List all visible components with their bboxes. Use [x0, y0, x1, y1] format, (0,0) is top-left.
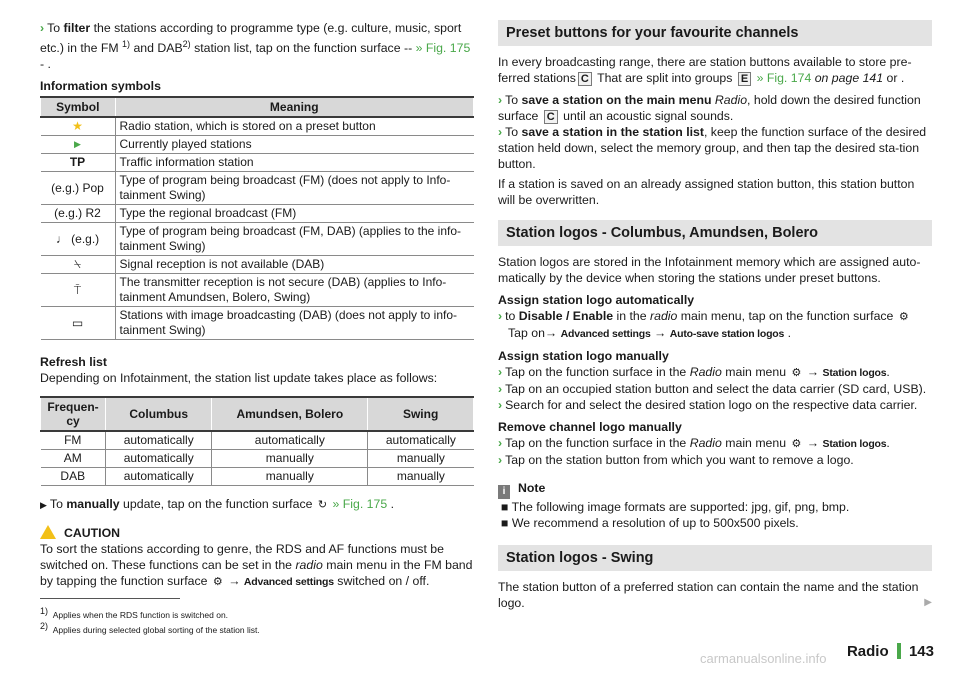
overwrite-text: If a station is saved on an already assigned station button, this station button will be overwritten.: [498, 177, 915, 207]
table-row: ⍑ The transmitter reception is not secure (DAB) (applies to Info-tainment Amundsen, Bolero, Swing): [41, 274, 474, 307]
table-row: FM automatically automatically automatically: [41, 431, 474, 450]
bullet-arrow-icon: ›: [498, 398, 503, 412]
button-c-label: C: [578, 72, 592, 86]
page-number: 143: [908, 643, 934, 660]
page-footer: [847, 643, 934, 660]
symbol-table: [40, 96, 474, 340]
preset-heading: Preset buttons for your favourite channels: [498, 20, 932, 46]
bullet-arrow-icon: ›: [40, 21, 45, 35]
weak-signal-icon: ⍑: [41, 274, 116, 307]
auto-logo-step: › to Disable / Enable in the radio main menu, tap on the function surface ⚙: [498, 309, 909, 323]
bullet-triangle-icon: ▶: [40, 500, 47, 511]
regional-icon: (e.g.) R2: [41, 205, 116, 223]
settings-icon: ⚙: [898, 311, 909, 323]
preset-paragraph: In every broadcasting range, there are station buttons available to store pre-ferred stations C That are split into groups E » Fig. 174 on page 141 or .: [498, 55, 912, 85]
no-signal-icon: ⍀: [41, 256, 116, 274]
settings-icon: ⚙: [212, 576, 223, 589]
manual-logo-title: Assign station logo manually: [498, 349, 669, 363]
left-column: [40, 20, 474, 590]
logos-paragraph: Station logos are stored in the Infotainment memory which are assigned auto-matically by the device when storing the stations under preset buttons.: [498, 255, 921, 285]
bullet-arrow-icon: ›: [498, 436, 503, 450]
symbol-header: Symbol: [41, 97, 116, 117]
watermark: carmanualsonline.info: [700, 651, 827, 666]
remove-logo-title: Remove channel logo manually: [498, 420, 682, 434]
bullet-arrow-icon: ›: [498, 309, 503, 323]
caution-icon: [40, 525, 56, 539]
music-note-icon: ♩ (e.g.): [41, 223, 116, 256]
logos-heading: Station logos - Columbus, Amundsen, Bolero: [498, 220, 932, 246]
frequency-header: Frequen-cy: [41, 397, 106, 431]
refresh-icon: ↻: [317, 499, 328, 512]
footnotes: 1) Applies when the RDS function is switched on. 2) Applies during selected global sorting of the station list.: [40, 606, 260, 635]
table-row: ⍀ Signal reception is not available (DAB): [41, 256, 474, 274]
swing-heading: Station logos - Swing: [498, 545, 932, 571]
table-row: ▶ Currently played stations: [41, 136, 474, 154]
button-c-label: C: [544, 110, 558, 124]
table-row: ▭ Stations with image broadcasting (DAB) (does not apply to info-tainment Swing): [41, 307, 474, 340]
tp-icon: TP: [41, 154, 116, 172]
table-row: ♩ (e.g.) Type of program being broadcast (FM, DAB) (applies to the info-tainment Swing): [41, 223, 474, 256]
fig-175-link[interactable]: » Fig. 175: [332, 497, 388, 512]
save-main-instruction: › To save a station on the main menu Radio, hold down the desired function surface C until an acoustic signal sounds.: [498, 93, 921, 123]
bullet-arrow-icon: ›: [498, 125, 503, 139]
note-item-2: ■ We recommend a resolution of up to 500x500 pixels.: [501, 516, 799, 530]
continue-icon: ▶: [924, 597, 932, 608]
manual-update-instruction: ▶ To manually update, tap on the function surface ↻ » Fig. 175 .: [40, 497, 395, 512]
caution-title: CAUTION: [40, 525, 474, 541]
remove-logo-step-1: › Tap on the function surface in the Radio main menu ⚙ → Station logos.: [498, 436, 890, 450]
remove-logo-step-2: › Tap on the station button from which you want to remove a logo.: [498, 453, 854, 467]
footnote-divider: [40, 598, 180, 599]
info-icon: i: [498, 485, 510, 499]
info-symbols-title: Information symbols: [40, 79, 161, 94]
right-column: [498, 20, 932, 611]
refresh-list-title: Refresh list: [40, 355, 107, 370]
bullet-arrow-icon: ›: [498, 93, 503, 107]
swing-header: Swing: [368, 397, 474, 431]
filter-instruction: › To filter the stations according to programme type (e.g. culture, music, sport etc.) in the FM $^{1)}$ and DAB$^{2)}$ station list, tap on the function surface -- » Fig. 175 - .: [40, 21, 471, 72]
fig-175-link[interactable]: » Fig. 175: [415, 41, 471, 56]
amundsen-header: Amundsen, Bolero: [212, 397, 368, 431]
table-row: (e.g.) Pop Type of program being broadcast (FM) (does not apply to Info-tainment Swing): [41, 172, 474, 205]
play-icon: ▶: [41, 136, 116, 154]
fig-174-link[interactable]: » Fig. 174: [756, 71, 812, 85]
meaning-header: Meaning: [115, 97, 474, 117]
swing-paragraph: The station button of a preferred station can contain the name and the station logo. ▶: [498, 580, 932, 610]
table-row: TP Traffic information station: [41, 154, 474, 172]
button-e-label: E: [738, 72, 751, 86]
star-icon: ★: [41, 117, 116, 136]
image-broadcast-icon: ▭: [41, 307, 116, 340]
table-row: (e.g.) R2 Type the regional broadcast (FM): [41, 205, 474, 223]
table-row: ★ Radio station, which is stored on a preset button: [41, 117, 474, 136]
table-row: AM automatically manually manually: [41, 450, 474, 468]
manual-logo-step-3: › Search for and select the desired station logo on the respective data carrier.: [498, 398, 918, 412]
settings-icon: ⚙: [791, 367, 802, 379]
footer-accent-bar: [897, 643, 901, 659]
columbus-header: Columbus: [106, 397, 212, 431]
refresh-list-text: Depending on Infotainment, the station list update takes place as follows:: [40, 371, 438, 386]
auto-logo-title: Assign station logo automatically: [498, 293, 695, 307]
note-title: i Note: [498, 480, 932, 499]
bullet-arrow-icon: ›: [498, 453, 503, 467]
note-item-1: ■ The following image formats are supported: jpg, gif, png, bmp.: [501, 500, 850, 514]
settings-icon: ⚙: [791, 438, 802, 450]
manual-logo-step-1: › Tap on the function surface in the Radio main menu ⚙ → Station logos.: [498, 365, 890, 379]
caution-text: To sort the stations according to genre, the RDS and AF functions must be switched on. These functions can be set in the radio main menu in the FM band by tapping the function surface ⚙ → Advanced settings switched on / off.: [40, 542, 473, 589]
pop-icon: (e.g.) Pop: [41, 172, 116, 205]
section-name: Radio: [846, 643, 889, 660]
save-list-instruction: › To save a station in the station list, keep the function surface of the desired station held down, select the memory group, and then tap the desired sta-tion button.: [498, 125, 927, 171]
manual-logo-step-2: › Tap on an occupied station button and select the data carrier (SD card, USB).: [498, 382, 927, 396]
table-row: DAB automatically manually manually: [41, 468, 474, 486]
bullet-arrow-icon: ›: [498, 382, 503, 396]
auto-logo-path: Tap on→ Advanced settings → Auto-save station logos .: [508, 326, 792, 340]
frequency-table: [40, 396, 474, 486]
bullet-arrow-icon: ›: [498, 365, 503, 379]
